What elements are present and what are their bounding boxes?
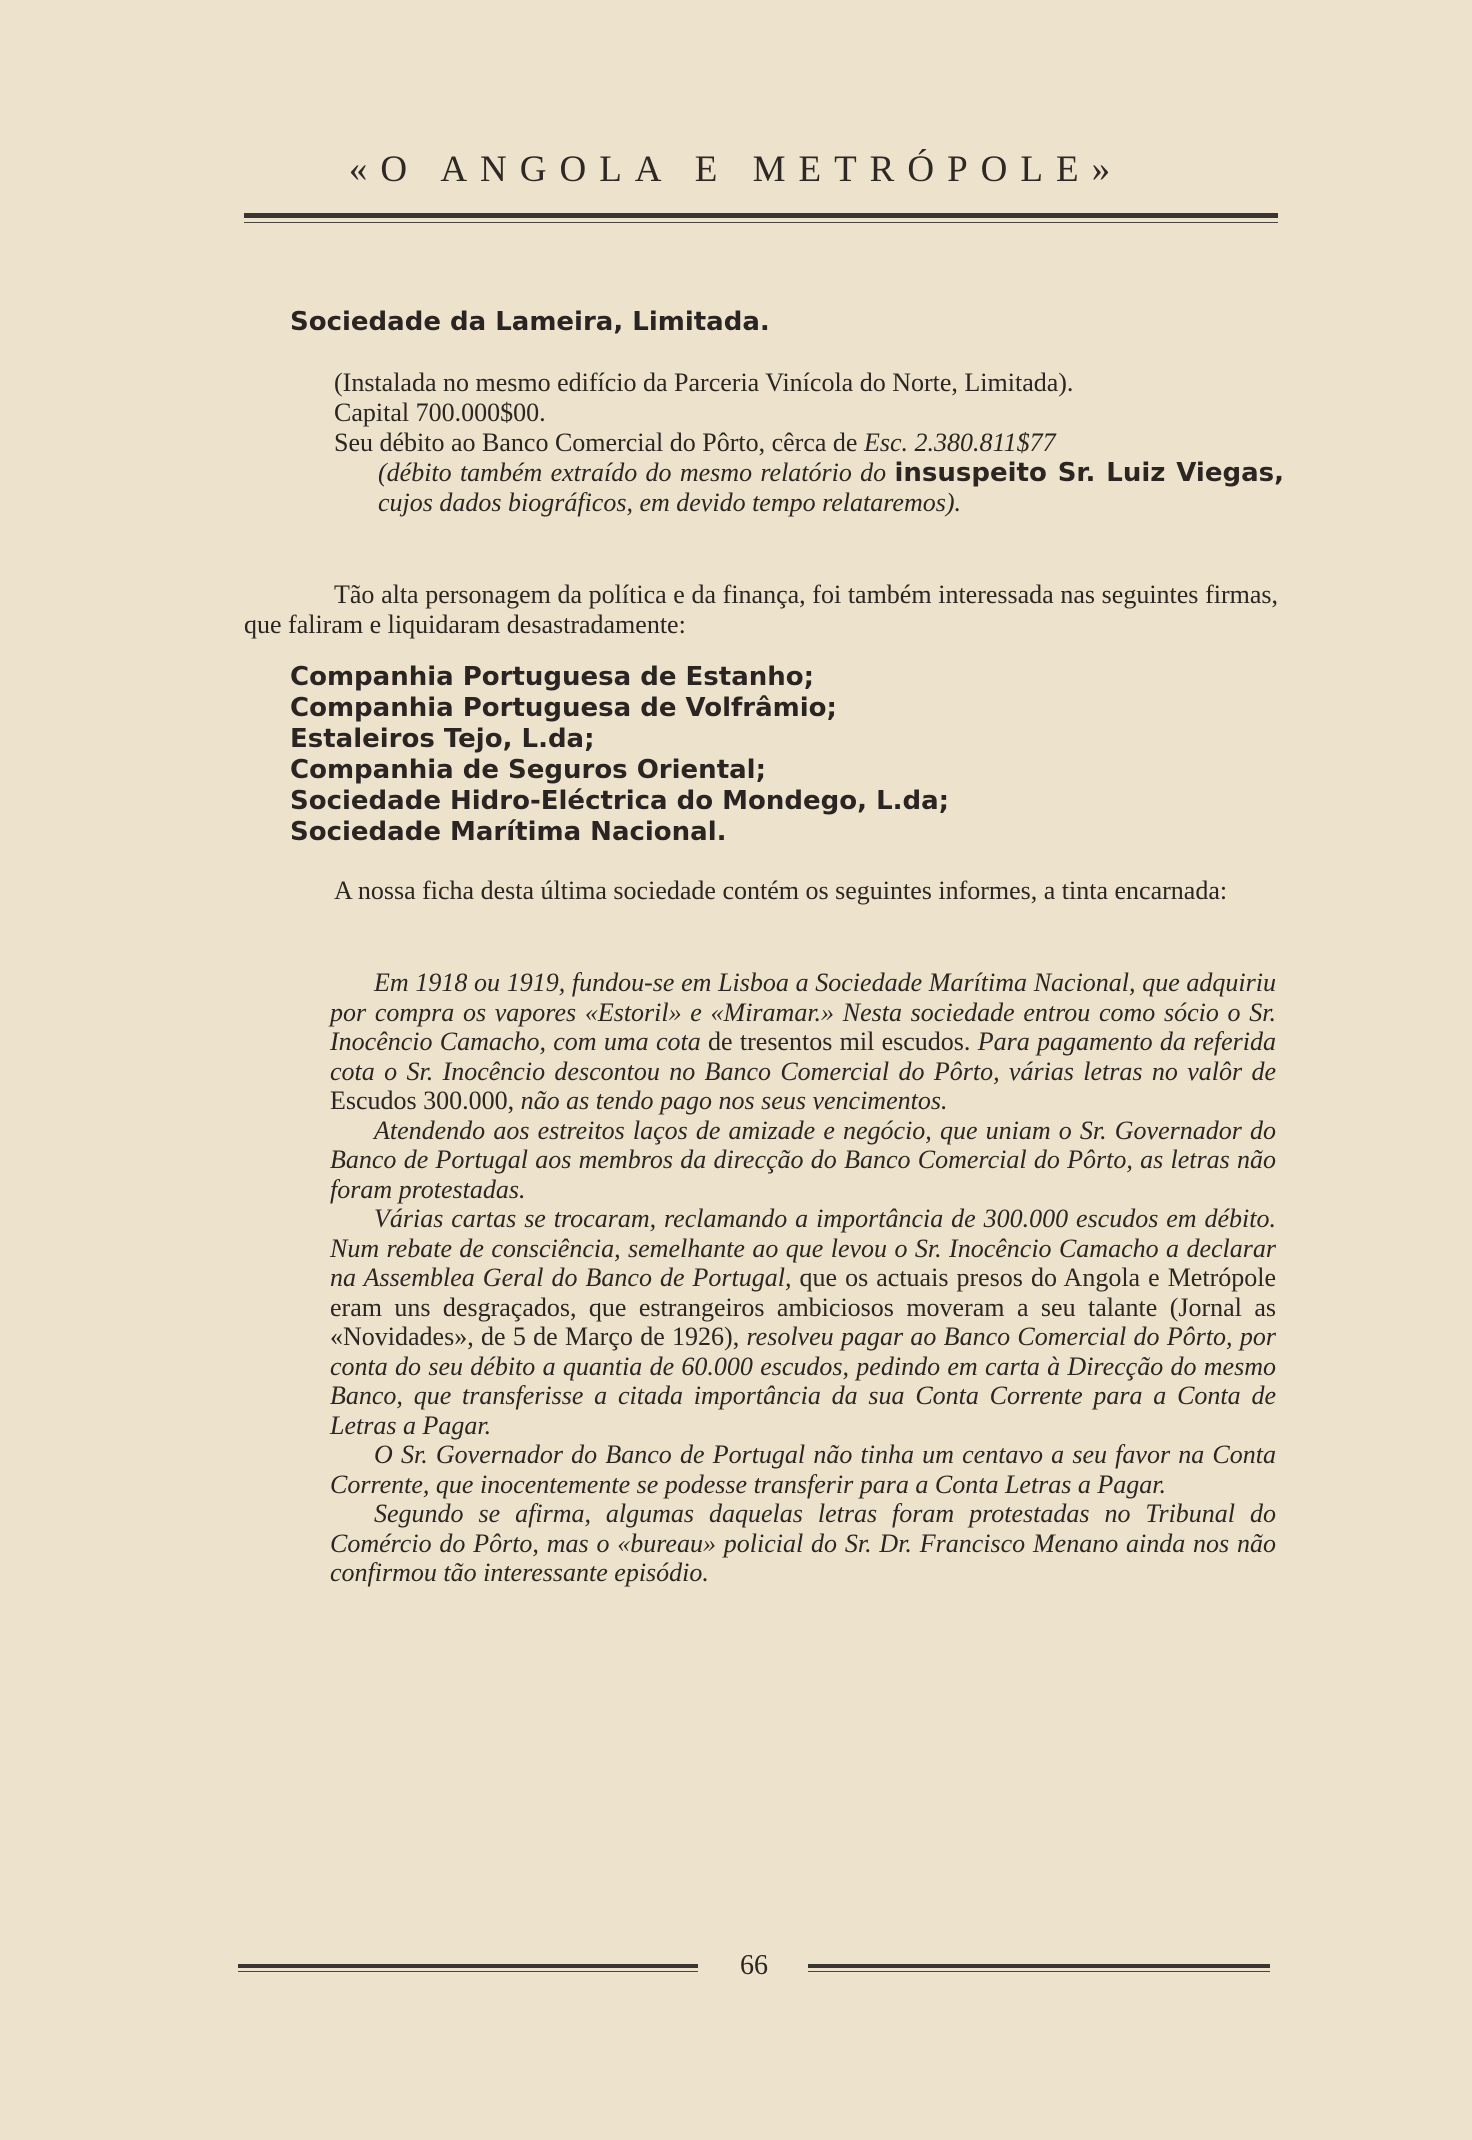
intro-block (334, 368, 1284, 518)
firm-item: Sociedade Hidro-Eléctrica do Mondego, L.da; (290, 786, 950, 816)
debt-note (334, 458, 1284, 518)
story-paragraph-5: Segundo se afirma, algumas daquelas letras foram protestadas no Tribunal do Comércio do Pôrto, mas o «bureau» policial do Sr. Dr. Francisco Menano ainda nos não confirmou tão interessante episódio. (330, 1499, 1276, 1587)
intro-line-capital: Capital 700.000$00. (334, 398, 546, 427)
page-number: 66 (740, 1950, 768, 1981)
note-part-1: (débito também extraído do mesmo relatório do (378, 458, 895, 487)
debt-amount: Esc. 2.380.811$77 (863, 428, 1056, 457)
story-paragraph-2: Atendendo aos estreitos laços de amizade e negócio, que uniam o Sr. Governador do Banco de Portugal aos membros da direcção do Banco Comercial do Pôrto, as letras não foram protestadas. (330, 1115, 1276, 1204)
debt-label: Seu débito ao Banco Comercial do Pôrto, cêrca de (334, 428, 864, 457)
paragraph-ficha: A nossa ficha desta última sociedade contém os seguintes informes, a tinta encarnada: (334, 876, 1228, 905)
note-part-2: cujos dados biográficos, em devido tempo relataremos). (378, 488, 961, 517)
paragraph-personagem: Tão alta personagem da política e da finança, foi também interessada nas seguintes firmas, que faliram e liquidaram desastradamente: (244, 580, 1278, 639)
header-rule-thin (244, 222, 1278, 223)
firm-item: Sociedade Marítima Nacional. (290, 817, 727, 847)
story-paragraph-4: O Sr. Governador do Banco de Portugal não tinha um centavo a seu favor na Conta Corrente, que inocentemente se podesse transferir para a Conta Letras a Pagar. (330, 1440, 1276, 1499)
running-header: «O ANGOLA E METRÓPOLE» (348, 149, 1124, 190)
story-paragraph-1: Em 1918 ou 1919, fundou-se em Lisboa a Sociedade Marítima Nacional, que adquiriu por compra os vapores «Estoril» e «Miramar.» Nesta sociedade entrou como sócio o Sr. Inocêncio Camacho, com uma cota de tresentos mil escudos. Para pagamento da referida cota o Sr. Inocêncio descontou no Banco Comercial do Pôrto, várias letras no valôr de Escudos 300.000, não as tendo pago nos seus vencimentos. (330, 968, 1276, 1115)
section-heading: Sociedade da Lameira, Limitada. (290, 307, 770, 337)
footer-rule-left-thin (238, 1971, 698, 1972)
intro-line-installed: (Instalada no mesmo edifício da Parceria Vinícola do Norte, Limitada). (334, 368, 1074, 397)
red-ink-note (330, 968, 1276, 1588)
footer-rule-right-heavy (808, 1964, 1270, 1968)
note-bold-name: insuspeito Sr. Luiz Viegas, (894, 458, 1284, 488)
firm-item: Companhia de Seguros Oriental; (290, 755, 766, 785)
firm-list (290, 662, 949, 848)
firm-item: Estaleiros Tejo, L.da; (290, 724, 595, 754)
header-rule-heavy (244, 213, 1278, 218)
firm-item: Companhia Portuguesa de Estanho; (290, 662, 815, 692)
intro-line-debt (334, 428, 1284, 458)
story-paragraph-3: Várias cartas se trocaram, reclamando a importância de 300.000 escudos em débito. Num rebate de consciência, semelhante ao que levou o Sr. Inocêncio Camacho a declarar na Assemblea Geral do Banco de Portugal, que os actuais presos do Angola e Metrópole eram uns desgraçados, que estrangeiros ambiciosos moveram a seu talante (Jornal as «Novidades», de 5 de Março de 1926), resolveu pagar ao Banco Comercial do Pôrto, por conta do seu débito a quantia de 60.000 escudos, pedindo em carta à Direcção do mesmo Banco, que transferisse a citada importância da sua Conta Corrente para a Conta de Letras a Pagar. (330, 1204, 1276, 1440)
footer-rule-left-heavy (238, 1964, 698, 1968)
footer-rule-right-thin (808, 1971, 1270, 1972)
firm-item: Companhia Portuguesa de Volfrâmio; (290, 693, 837, 723)
